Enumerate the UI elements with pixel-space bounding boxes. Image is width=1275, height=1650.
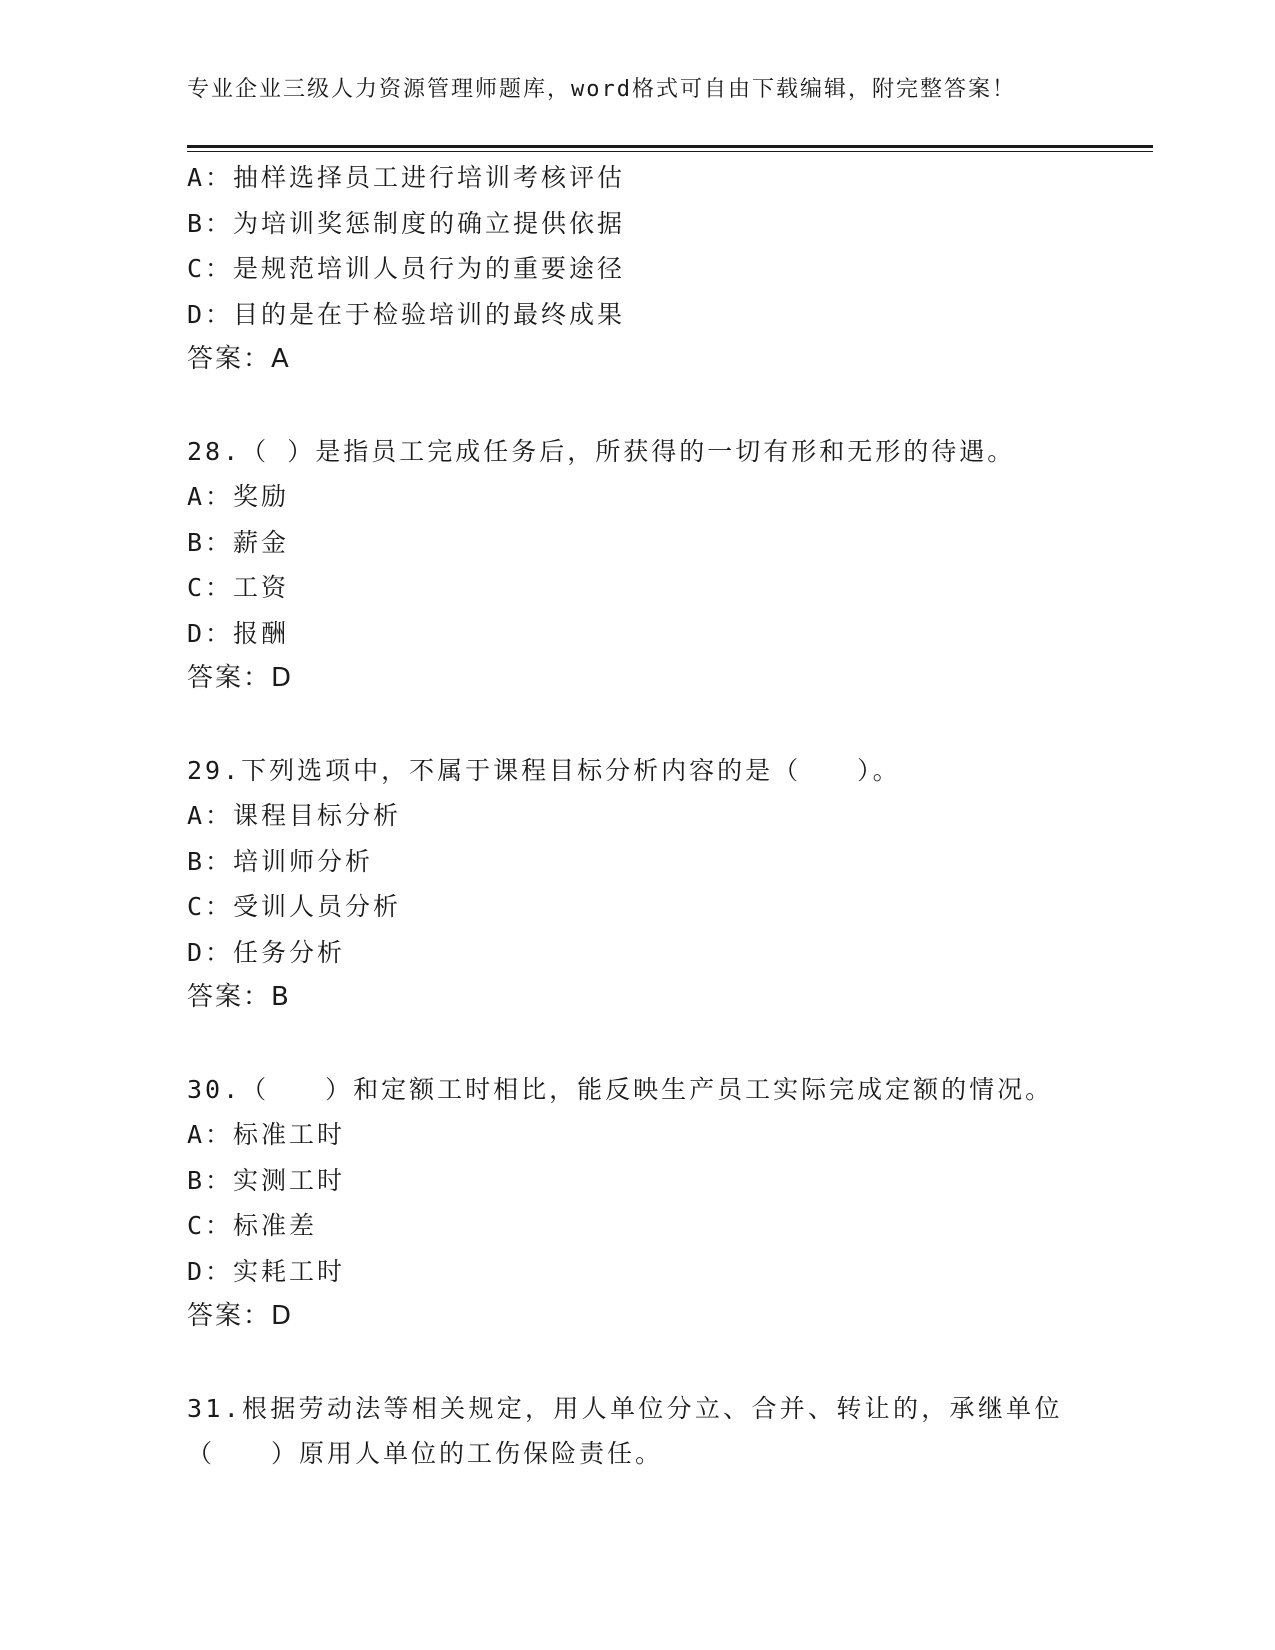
- answer-line: 答案：D: [187, 663, 294, 693]
- option-d: D：报酬: [187, 618, 290, 648]
- header-rule-thick: [187, 145, 1153, 148]
- question-stem: 28.（ ）是指员工完成任务后，所获得的一切有形和无形的待遇。: [187, 436, 1016, 466]
- answer-line: 答案：D: [187, 1301, 294, 1331]
- spacer: [187, 1021, 1157, 1067]
- answer-line: 答案：A: [187, 344, 291, 374]
- option-d: D：实耗工时: [187, 1256, 346, 1286]
- option-a: A：标准工时: [187, 1120, 346, 1149]
- option-a: A：课程目标分析: [187, 801, 402, 830]
- option-b: B：薪金: [187, 527, 290, 557]
- question-stem-line-1: 31.根据劳动法等相关规定，用人单位分立、合并、转让的，承继单位: [187, 1393, 1063, 1423]
- option-d: D：目的是在于检验培训的最终成果: [187, 299, 626, 329]
- option-c: C：是规范培训人员行为的重要途径: [187, 254, 626, 283]
- spacer: [187, 702, 1157, 748]
- question-30: [187, 1067, 1157, 1340]
- spacer: [187, 383, 1157, 429]
- question-29: [187, 748, 1157, 1021]
- header-rule-thin: [187, 151, 1153, 152]
- option-a: A：抽样选择员工进行培训考核评估: [187, 163, 626, 192]
- question-content: [187, 155, 1157, 1477]
- option-c: C：工资: [187, 573, 290, 602]
- question-31: [187, 1386, 1157, 1477]
- option-d: D：任务分析: [187, 937, 346, 967]
- option-c: C：受训人员分析: [187, 892, 402, 921]
- page-header: 专业企业三级人力资源管理师题库，word格式可自由下载编辑，附完整答案！: [187, 77, 1016, 102]
- option-b: B：培训师分析: [187, 846, 374, 876]
- question-stem-line-2: （ ）原用人单位的工伤保险责任。: [187, 1439, 664, 1468]
- answer-line: 答案：B: [187, 982, 291, 1012]
- option-a: A：奖励: [187, 482, 290, 511]
- spacer: [187, 1340, 1157, 1386]
- option-b: B：实测工时: [187, 1165, 346, 1195]
- option-c: C：标准差: [187, 1211, 318, 1240]
- option-b: B：为培训奖惩制度的确立提供依据: [187, 208, 626, 238]
- question-28: [187, 429, 1157, 702]
- question-27-continued: [187, 155, 1157, 383]
- question-stem: 29.下列选项中，不属于课程目标分析内容的是（ ）。: [187, 755, 901, 785]
- question-stem: 30.（ ）和定额工时相比，能反映生产员工实际完成定额的情况。: [187, 1074, 1054, 1104]
